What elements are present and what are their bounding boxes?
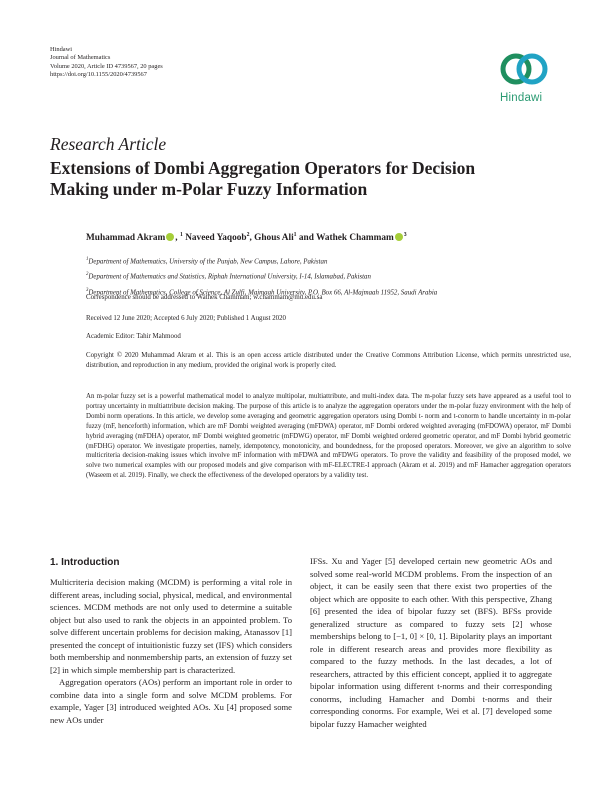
orcid-icon[interactable]: [395, 233, 403, 241]
author-affil-sup: 1: [179, 232, 183, 238]
correspondence: Correspondence should be addressed to Wathek Chammam; w.chammam@mu.edu.sa: [86, 294, 323, 301]
author-affil-sup: 2: [246, 232, 250, 238]
paragraph: Multicriteria decision making (MCDM) is performing a vital role in different areas, including social, physical, medical, and environmental sciences. MCDM methods are not only used to determine a suitable object but also used to rank the objects in an appointed problem. To solve different uncertain problems for decision making, Atanassov [1] presented the concept of intuitionistic fuzzy set (IFS) which considers both membership and nonmembership parts, an extension of fuzzy set [2] in which simple membership part is characterized.: [50, 577, 292, 675]
section-heading: 1. Introduction: [50, 557, 120, 568]
article-title: [50, 158, 570, 200]
paragraph: Aggregation operators (AOs) perform an important role in order to combine data into a single form and solve MCDM problems. For example, Yager [3] introduced weighted AOs. Xu [4] proposed some new AOs under: [50, 677, 292, 725]
author-list: Muhammad Akram , $^1$ Naveed Yaqoob$^2$, Ghous Ali$^1$ and Wathek Chammam $^3$: [86, 232, 407, 244]
article-type: Research Article: [50, 134, 167, 154]
abstract: An m-polar fuzzy set is a powerful mathematical model to analyze multipolar, multiattribute, and multi-index data. The m-polar fuzzy sets have appeared as a useful tool to portray uncertainty in multiattribute decision making. The purpose of this article is to analyze the aggregation operators under the m-polar fuzzy environment with the help of Dombi norm operations. In this article, we develop some averaging and geometric aggregation operators using Dombi t- norm and t-conorm to handle uncertainty in m-polar fuzzy (mF, henceforth) information, which are mF Dombi weighted averaging (mFDWA) operator, mF Dombi ordered weighted averaging (mFDOWA) operator, mF Dombi hybrid averaging (mFDHA) operator, mF Dombi weighted geometric (mFDWG) operator, mF Dombi weighted ordered geometric operator, and mF Dombi hybrid geometric (mFDHG) operator. We investigate properties, namely, idempotency, monotonicity, and boundedness, for the proposed operators. Moreover, we give an algorithm to solve multicriteria decision-making issues which involve mF information with mFDWA and mFDWG operators. To prove the validity and feasibility of the proposed model, we solve two numerical examples with our proposed models and give comparison with mF-ELECTRE-I approach (Akram et al. 2019) and mF Hamacher aggregation operators (Waseem et al. 2019). Finally, we check the effectiveness of the developed operators by a validity test.: [86, 393, 571, 480]
affiliation-item: $^1$Department of Mathematics, University of the Punjab, New Campus, Lahore, Pakistan: [86, 257, 328, 266]
affiliation-item: $^3$Department of Mathematics, College of Science, Al Zulfi, Majmaah University, P.O. Box 66, Al-Majmaah 11952, Saudi Arabia: [86, 287, 438, 296]
author-name[interactable]: Muhammad Akram: [86, 233, 166, 244]
author-name[interactable]: Ghous Ali: [254, 233, 294, 244]
affiliations: [86, 253, 437, 299]
author-name[interactable]: Wathek Chammam: [316, 233, 394, 244]
volume-info: Volume 2020, Article ID 4739567, 20 pages: [50, 62, 163, 70]
author-affil-sup: 3: [403, 232, 407, 238]
author-name[interactable]: Naveed Yaqoob: [185, 233, 247, 244]
journal-name: Journal of Mathematics: [50, 54, 111, 62]
title-line-1: Extensions of Dombi Aggregation Operators for Decision: [50, 158, 476, 178]
body-column-left: [50, 576, 292, 726]
hindawi-logo-text: Hindawi: [500, 92, 543, 104]
publisher-name: Hindawi: [50, 46, 73, 53]
orcid-icon[interactable]: [166, 233, 174, 241]
doi-link[interactable]: https://doi.org/10.1155/2020/4739567: [50, 70, 147, 78]
body-column-right: [310, 555, 552, 730]
publication-dates: Received 12 June 2020; Accepted 6 July 2020; Published 1 August 2020: [86, 315, 286, 322]
affiliation-item: $^2$Department of Mathematics and Statistics, Riphah International University, I-14, Islamabad, Pakistan: [86, 272, 371, 281]
paragraph: IFSs. Xu and Yager [5] developed certain new geometric AOs and solved some real-world MCDM problems. From the inspection of an object, it can be easily seen that there exist two properties of the object which are opposite to each other. With this perspective, Zhang [6] presented the idea of bipolar fuzzy set (BFS). BFSs provide generalized structure as compared to fuzzy sets [2] whose memberships belong to [−1, 0] × [0, 1]. Bipolarity plays an important role in different research areas and provides more flexibility as compared to the fuzzy methods. In the last decades, a lot of researchers, attracted by this efficient concept, applied it to aggregate bipolar information using different t-norms and their corresponding conorms, including Hamacher and Dombi t-norms and their corresponding conorms. For example, Wei et al. [7] developed some bipolar fuzzy Hamacher weighted: [310, 556, 552, 729]
title-line-2: Making under m-Polar Fuzzy Information: [50, 179, 368, 199]
copyright-notice: Copyright © 2020 Muhammad Akram et al. This is an open access article distributed under the Creative Commons Attribution License, which permits unrestricted use, distribution, and reproduction in any medium, provided the original work is properly cited.: [86, 352, 571, 369]
academic-editor: Academic Editor: Tahir Mahmood: [86, 333, 181, 340]
author-affil-sup: 1: [293, 232, 297, 238]
journal-header: [50, 46, 163, 79]
